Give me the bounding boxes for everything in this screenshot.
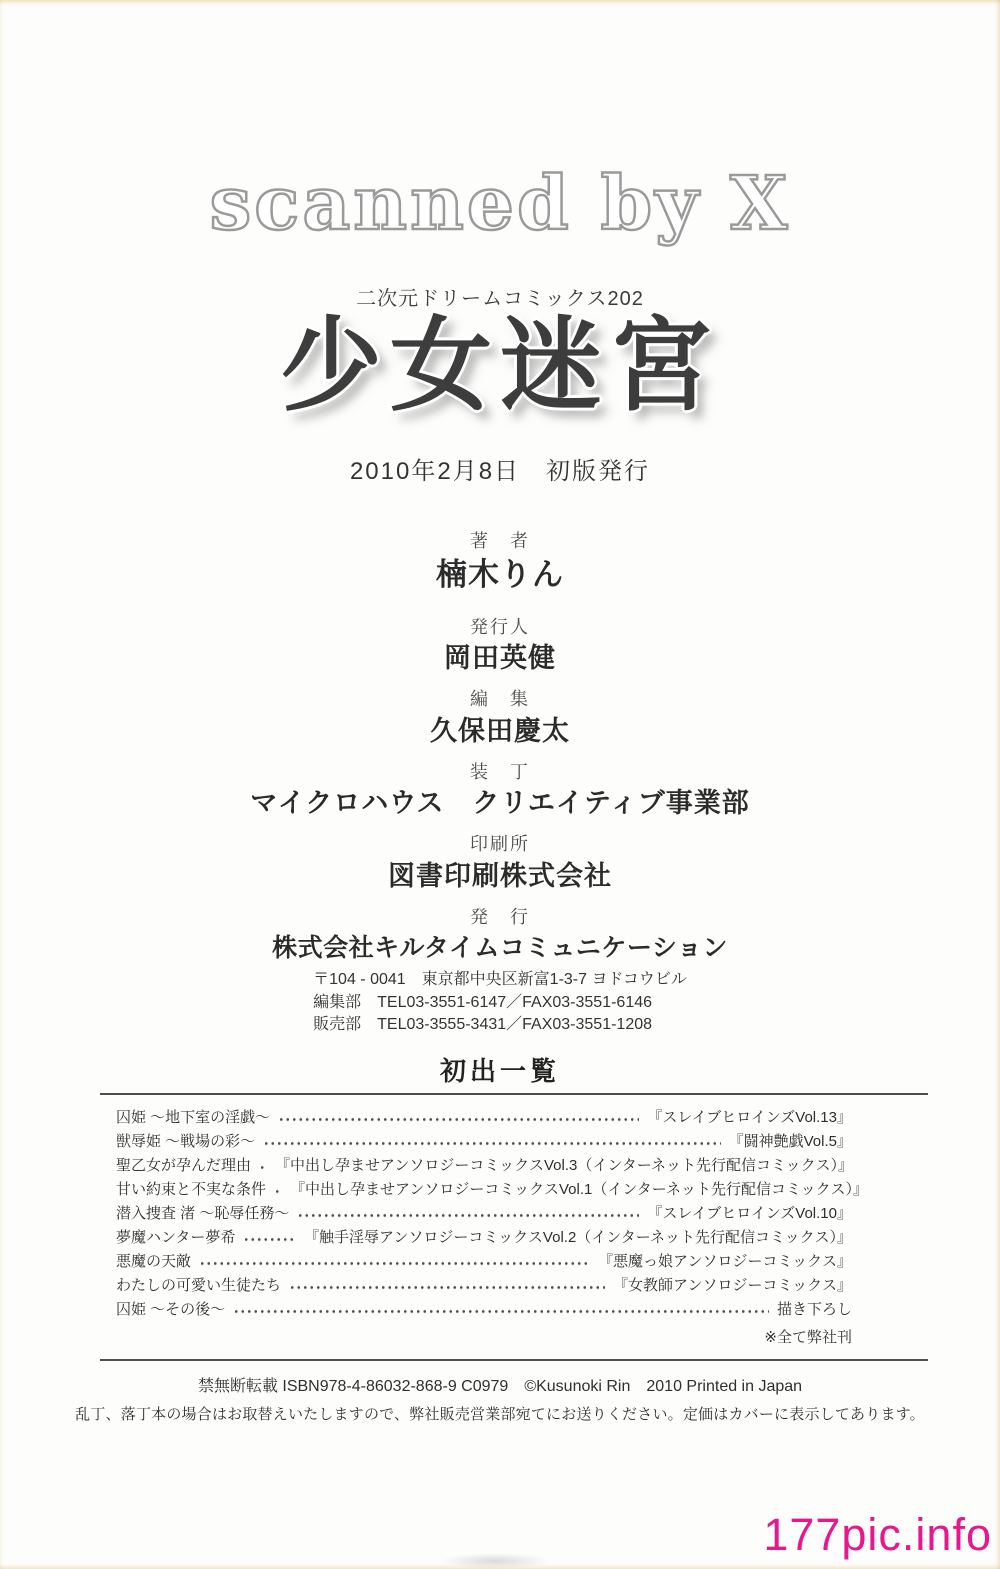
site-watermark: 177pic.info [763, 1509, 992, 1560]
credit-block-editor [0, 688, 1000, 749]
dotted-leader [274, 1178, 282, 1202]
returns-notice: 乱丁、落丁本の場合はお取替えいたしますので、弊社販売営業部宛てにお送りください。定価はカバーに表示してあります。 [75, 1406, 925, 1424]
credit-label: 編 集 [470, 689, 530, 710]
work-title: 潜入捜査 渚 ～恥辱任務～ [116, 1205, 290, 1223]
source-title: 『中出し孕ませアンソロジーコミックスVol.3（インターネット先行配信コミックス）』 [275, 1157, 854, 1175]
work-title: 獣辱姫 ～戦場の彩～ [116, 1133, 256, 1151]
dotted-leader [259, 1154, 267, 1178]
work-title: 悪魔の天敵 [116, 1253, 192, 1271]
first-publication-list [100, 1093, 928, 1361]
book-title: 少女迷宮 [280, 305, 720, 426]
credit-name: 株式会社キルタイムコミュニケーション [272, 933, 728, 962]
credit-block-design [0, 761, 1000, 822]
credit-name: マイクロハウス クリエイティブ事業部 [250, 788, 750, 819]
source-title: 『中出し孕ませアンソロジーコミックスVol.1（インターネット先行配信コミックス）』 [290, 1181, 869, 1199]
source-title: 『スレイブヒロインズVol.10』 [647, 1205, 852, 1223]
dotted-leader [263, 1130, 720, 1154]
credit-name: 楠木りん [436, 557, 564, 593]
work-title: 甘い約束と不実な条件 [116, 1181, 267, 1199]
dotted-leader [297, 1202, 639, 1226]
source-title: 『悪魔っ娘アンソロジーコミックス』 [598, 1253, 852, 1271]
scan-credit-watermark: scanned by X [209, 161, 791, 247]
all-published-note: ※全て弊社刊 [764, 1329, 852, 1347]
work-title: 夢魔ハンター夢希 [116, 1229, 236, 1247]
source-title: 描き下ろし [776, 1301, 852, 1319]
work-title: 聖乙女が孕んだ理由 [116, 1157, 252, 1175]
credit-name: 久保田慶太 [430, 715, 570, 746]
first-pub-row [116, 1154, 852, 1178]
work-title: わたしの可愛い生徒たち [116, 1277, 282, 1295]
first-pub-row [116, 1178, 869, 1202]
credit-label: 著 者 [470, 530, 530, 551]
work-title: 囚姫 ～その後～ [116, 1301, 226, 1319]
dotted-leader [243, 1226, 296, 1250]
source-title: 『触手淫辱アンソロジーコミックスVol.2（インターネット先行配信コミックス）』 [303, 1229, 852, 1247]
credit-block-author [0, 530, 1000, 596]
source-title: 『女教師アンソロジーコミックス』 [613, 1277, 852, 1295]
publisher-sales-contact: 販売部 TEL03-3555-3431／FAX03-3551-1208 [313, 1016, 653, 1034]
first-pub-row [116, 1298, 852, 1322]
paper-smudge [440, 1553, 550, 1569]
publisher-address: 〒104 - 0041 東京都中央区新富1-3-7 ヨドコウビル [313, 971, 687, 989]
credit-name: 図書印刷株式会社 [388, 860, 612, 891]
edition-date: 2010年2月8日 初版発行 [349, 457, 651, 485]
first-publication-heading: 初出一覧 [439, 1056, 560, 1087]
first-pub-row [116, 1130, 852, 1154]
colophon-notes [0, 1373, 1000, 1424]
first-pub-row [116, 1226, 852, 1250]
credit-name: 岡田英健 [444, 643, 556, 674]
credit-label: 印刷所 [470, 834, 530, 855]
series-label: 二次元ドリームコミックス202 [356, 287, 644, 310]
dotted-leader [289, 1274, 605, 1298]
dotted-leader [278, 1106, 639, 1130]
first-pub-row [116, 1250, 852, 1274]
publisher-contact-block [313, 969, 687, 1037]
copyright-isbn-line: 禁無断転載 ISBN978-4-86032-868-9 C0979 ©Kusunoki Rin 2010 Printed in Japan [197, 1378, 803, 1396]
publisher-editorial-contact: 編集部 TEL03-3551-6147／FAX03-3551-6146 [313, 993, 653, 1011]
credit-label: 発行人 [470, 616, 530, 637]
credit-block-publisher-company [0, 906, 1000, 964]
credit-block-printer [0, 833, 1000, 894]
credit-label: 発 行 [470, 907, 530, 928]
source-title: 『スレイブヒロインズVol.13』 [647, 1109, 852, 1127]
first-pub-row [116, 1274, 852, 1298]
first-pub-row [116, 1106, 852, 1130]
credit-block-publisher-person [0, 616, 1000, 677]
work-title: 囚姫 ～地下室の淫戯～ [116, 1109, 271, 1127]
credit-label: 装 丁 [470, 761, 530, 782]
dotted-leader [199, 1250, 590, 1274]
source-title: 『闘神艶戯Vol.5』 [728, 1133, 852, 1151]
first-pub-row [116, 1202, 852, 1226]
dotted-leader [233, 1298, 769, 1322]
